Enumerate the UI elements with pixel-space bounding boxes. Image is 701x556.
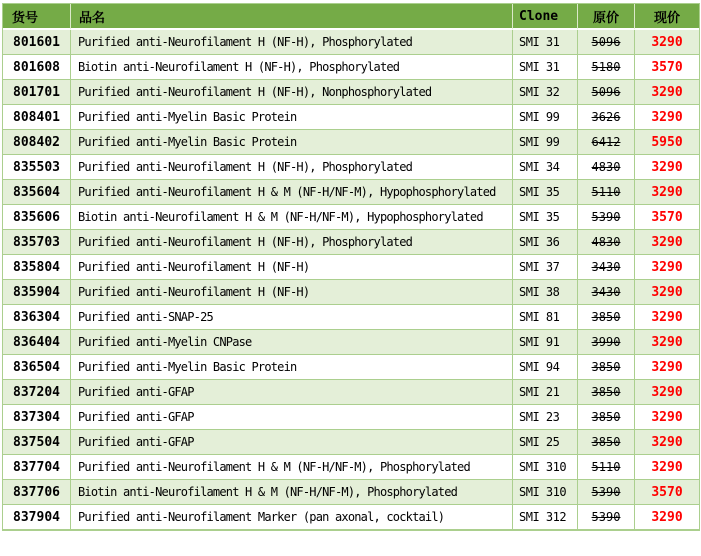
item-code-cell: 836404 (3, 330, 71, 355)
product-name-cell: Purified anti-SNAP-25 (71, 305, 513, 330)
table-row (3, 130, 699, 155)
table-row (3, 455, 699, 480)
table-row (3, 330, 699, 355)
item-code-cell: 835804 (3, 255, 71, 280)
product-name-cell: Purified anti-GFAP (71, 405, 513, 430)
product-name-cell: Purified anti-GFAP (71, 380, 513, 405)
clone-cell: SMI 37 (513, 255, 578, 280)
product-name-cell: Biotin anti-Neurofilament H & M (NF-H/NF-M), Phosphorylated (71, 480, 513, 505)
product-name-cell: Purified anti-Neurofilament H (NF-H) (71, 255, 513, 280)
current-price-cell: 3570 (635, 55, 699, 80)
item-code-cell: 837704 (3, 455, 71, 480)
current-price-cell: 3290 (635, 305, 699, 330)
table-row (3, 280, 699, 305)
clone-cell: SMI 312 (513, 505, 578, 530)
original-price-cell: 3430 (578, 280, 635, 305)
current-price-cell: 3290 (635, 80, 699, 105)
clone-cell: SMI 38 (513, 280, 578, 305)
original-price-cell: 3850 (578, 355, 635, 380)
table-row (3, 380, 699, 405)
item-code-cell: 808401 (3, 105, 71, 130)
price-table (2, 3, 700, 531)
table-row (3, 180, 699, 205)
table-row (3, 430, 699, 455)
product-name-cell: Purified anti-Neurofilament H (NF-H), Phosphorylated (71, 230, 513, 255)
column-header-item-code: 货号 (3, 4, 71, 30)
column-header-clone: Clone (513, 4, 578, 30)
current-price-cell: 3290 (635, 280, 699, 305)
clone-cell: SMI 310 (513, 455, 578, 480)
original-price-cell: 3850 (578, 380, 635, 405)
product-name-cell: Purified anti-Neurofilament H & M (NF-H/NF-M), Hypophosphorylated (71, 180, 513, 205)
current-price-cell: 3290 (635, 230, 699, 255)
item-code-cell: 835503 (3, 155, 71, 180)
table-row (3, 205, 699, 230)
item-code-cell: 836304 (3, 305, 71, 330)
column-header-original-price: 原价 (578, 4, 635, 30)
original-price-cell: 4830 (578, 230, 635, 255)
product-name-cell: Purified anti-Neurofilament H (NF-H), Nonphosphorylated (71, 80, 513, 105)
current-price-cell: 3290 (635, 405, 699, 430)
item-code-cell: 837904 (3, 505, 71, 530)
original-price-cell: 5180 (578, 55, 635, 80)
column-header-current-price: 现价 (635, 4, 699, 30)
original-price-cell: 5390 (578, 205, 635, 230)
original-price-cell: 3850 (578, 430, 635, 455)
current-price-cell: 3290 (635, 355, 699, 380)
original-price-cell: 3850 (578, 305, 635, 330)
current-price-cell: 3290 (635, 380, 699, 405)
table-row (3, 305, 699, 330)
product-name-cell: Purified anti-Neurofilament H (NF-H) (71, 280, 513, 305)
table-row (3, 80, 699, 105)
item-code-cell: 801608 (3, 55, 71, 80)
current-price-cell: 3290 (635, 105, 699, 130)
clone-cell: SMI 23 (513, 405, 578, 430)
current-price-cell: 3570 (635, 480, 699, 505)
product-name-cell: Purified anti-Myelin CNPase (71, 330, 513, 355)
table-row (3, 505, 699, 530)
current-price-cell: 3290 (635, 505, 699, 530)
clone-cell: SMI 34 (513, 155, 578, 180)
product-name-cell: Purified anti-Neurofilament H (NF-H), Phosphorylated (71, 30, 513, 55)
product-name-cell: Purified anti-Neurofilament Marker (pan axonal, cocktail) (71, 505, 513, 530)
product-name-cell: Purified anti-Myelin Basic Protein (71, 130, 513, 155)
current-price-cell: 5950 (635, 130, 699, 155)
product-name-cell: Biotin anti-Neurofilament H (NF-H), Phosphorylated (71, 55, 513, 80)
table-row (3, 480, 699, 505)
clone-cell: SMI 32 (513, 80, 578, 105)
current-price-cell: 3570 (635, 205, 699, 230)
original-price-cell: 5390 (578, 480, 635, 505)
item-code-cell: 837706 (3, 480, 71, 505)
table-row (3, 355, 699, 380)
item-code-cell: 835604 (3, 180, 71, 205)
item-code-cell: 801601 (3, 30, 71, 55)
item-code-cell: 835904 (3, 280, 71, 305)
item-code-cell: 837204 (3, 380, 71, 405)
clone-cell: SMI 35 (513, 205, 578, 230)
clone-cell: SMI 99 (513, 105, 578, 130)
clone-cell: SMI 31 (513, 55, 578, 80)
table-row (3, 105, 699, 130)
price-table-header (3, 4, 699, 30)
table-row (3, 230, 699, 255)
current-price-cell: 3290 (635, 30, 699, 55)
original-price-cell: 3626 (578, 105, 635, 130)
current-price-cell: 3290 (635, 455, 699, 480)
clone-cell: SMI 310 (513, 480, 578, 505)
item-code-cell: 808402 (3, 130, 71, 155)
product-name-cell: Purified anti-Neurofilament H & M (NF-H/NF-M), Phosphorylated (71, 455, 513, 480)
original-price-cell: 6412 (578, 130, 635, 155)
product-name-cell: Biotin anti-Neurofilament H & M (NF-H/NF-M), Hypophosphorylated (71, 205, 513, 230)
table-row (3, 30, 699, 55)
header-row (3, 4, 699, 30)
price-table-body (3, 30, 699, 530)
clone-cell: SMI 36 (513, 230, 578, 255)
item-code-cell: 835606 (3, 205, 71, 230)
clone-cell: SMI 25 (513, 430, 578, 455)
item-code-cell: 837304 (3, 405, 71, 430)
clone-cell: SMI 81 (513, 305, 578, 330)
item-code-cell: 835703 (3, 230, 71, 255)
item-code-cell: 836504 (3, 355, 71, 380)
original-price-cell: 5390 (578, 505, 635, 530)
clone-cell: SMI 99 (513, 130, 578, 155)
product-name-cell: Purified anti-GFAP (71, 430, 513, 455)
clone-cell: SMI 21 (513, 380, 578, 405)
original-price-cell: 3430 (578, 255, 635, 280)
original-price-cell: 5096 (578, 80, 635, 105)
original-price-cell: 3850 (578, 405, 635, 430)
column-header-product-name: 品名 (71, 4, 513, 30)
clone-cell: SMI 35 (513, 180, 578, 205)
table-row (3, 155, 699, 180)
original-price-cell: 5110 (578, 455, 635, 480)
item-code-cell: 801701 (3, 80, 71, 105)
original-price-cell: 5110 (578, 180, 635, 205)
table-row (3, 255, 699, 280)
product-name-cell: Purified anti-Myelin Basic Protein (71, 355, 513, 380)
current-price-cell: 3290 (635, 180, 699, 205)
original-price-cell: 4830 (578, 155, 635, 180)
current-price-cell: 3290 (635, 255, 699, 280)
clone-cell: SMI 94 (513, 355, 578, 380)
clone-cell: SMI 31 (513, 30, 578, 55)
product-name-cell: Purified anti-Neurofilament H (NF-H), Phosphorylated (71, 155, 513, 180)
item-code-cell: 837504 (3, 430, 71, 455)
table-row (3, 405, 699, 430)
original-price-cell: 5096 (578, 30, 635, 55)
current-price-cell: 3290 (635, 330, 699, 355)
product-name-cell: Purified anti-Myelin Basic Protein (71, 105, 513, 130)
current-price-cell: 3290 (635, 155, 699, 180)
table-row (3, 55, 699, 80)
original-price-cell: 3990 (578, 330, 635, 355)
current-price-cell: 3290 (635, 430, 699, 455)
clone-cell: SMI 91 (513, 330, 578, 355)
